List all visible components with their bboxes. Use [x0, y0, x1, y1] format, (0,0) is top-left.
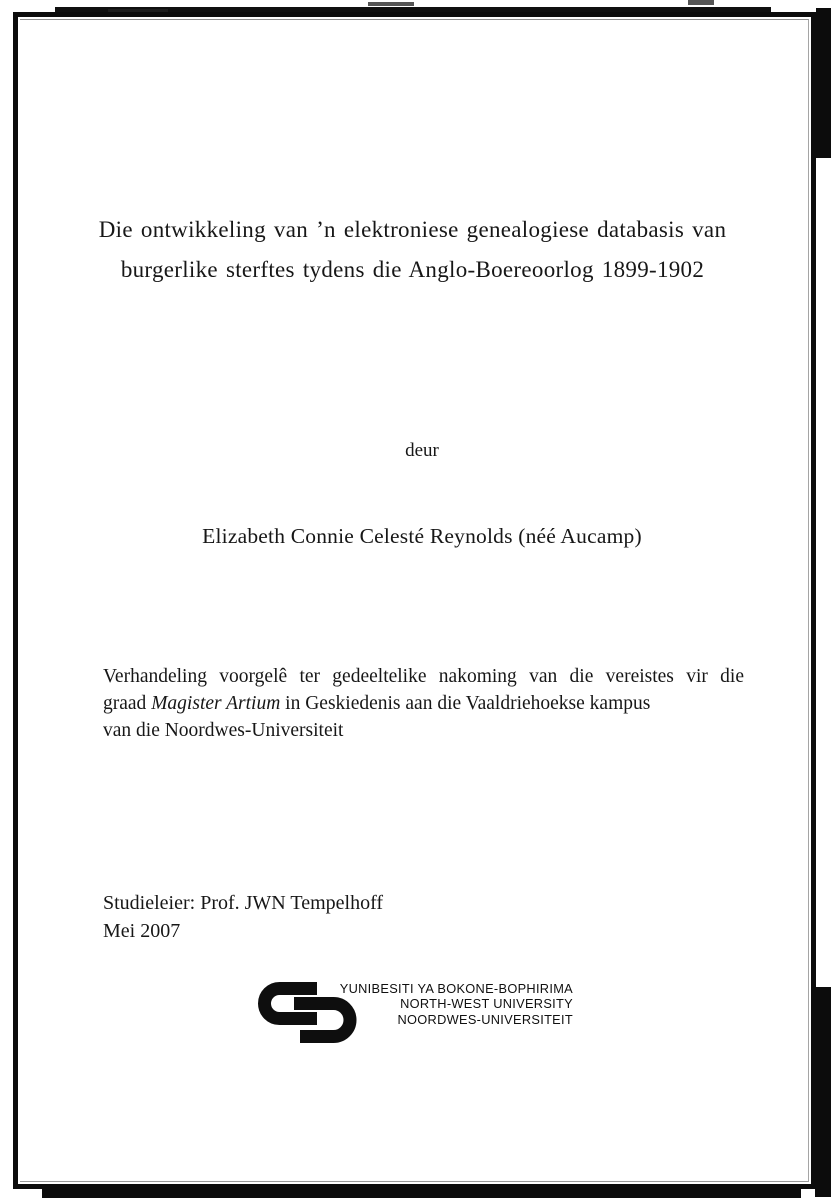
byline-deur: deur — [405, 440, 439, 461]
submission-line-3: van die Noordwes-Universiteit — [103, 720, 344, 741]
date-line: Mei 2007 — [103, 920, 181, 942]
logo-line-setswana: YUNIBESITI YA BOKONE-BOPHIRIMA — [339, 981, 573, 996]
scan-smudge — [108, 9, 168, 12]
submission-line-2 — [103, 690, 744, 717]
submission-statement — [103, 663, 744, 744]
title-line-1: Die ontwikkeling van ’n elektroniese genealogiese databasis van — [98, 217, 727, 242]
submission-line-2-pre: graad — [103, 693, 152, 714]
scan-edge-right-bottom — [815, 987, 831, 1197]
logo-line-afrikaans: NOORDWES-UNIVERSITEIT — [397, 1011, 573, 1027]
supervisor-line: Studieleier: Prof. JWN Tempelhoff — [103, 892, 384, 914]
author-name: Elizabeth Connie Celesté Reynolds (néé Aucamp) — [202, 524, 642, 548]
logo-wordmark — [318, 981, 573, 1027]
scan-edge-bottom — [42, 1189, 801, 1198]
submission-line-2-post: in Geskiedenis aan die Vaaldriehoekse kampus — [280, 693, 651, 714]
scan-smudge — [368, 2, 414, 6]
logo-line-english: NORTH-WEST UNIVERSITY — [400, 996, 573, 1012]
scan-edge-right-top — [816, 8, 831, 158]
university-logo — [256, 980, 576, 1046]
thesis-title — [0, 210, 825, 290]
submission-line-1: Verhandeling voorgelê ter gedeeltelike nakoming van die vereistes vir die — [103, 666, 744, 687]
supervisor-block — [103, 889, 383, 945]
degree-name: Magister Artium — [151, 693, 281, 714]
title-line-2: burgerlike sterftes tydens die Anglo-Boereoorlog 1899-1902 — [120, 257, 705, 282]
scan-smudge — [688, 0, 714, 5]
